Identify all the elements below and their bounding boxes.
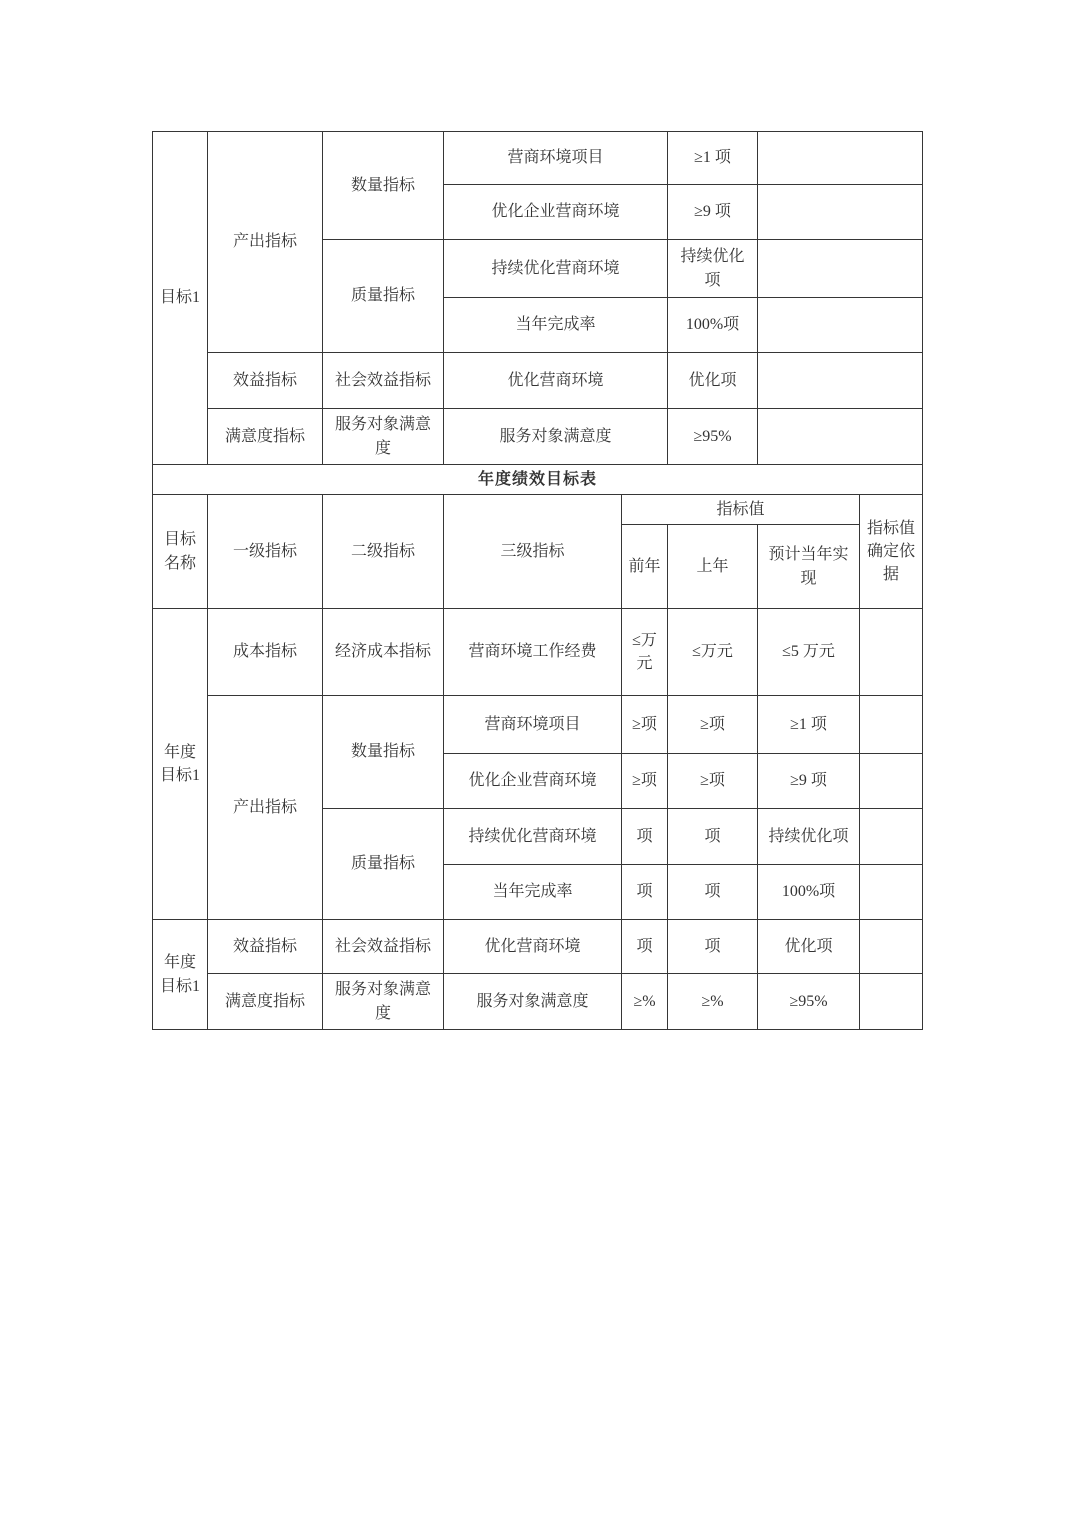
header-prev2: 前年 — [622, 525, 668, 609]
cell-basis-empty — [860, 809, 923, 865]
cell-level2-social: 社会效益指标 — [323, 920, 444, 974]
table-row — [153, 696, 923, 754]
header-prev1: 上年 — [668, 525, 758, 609]
cell-prev1-value: 项 — [668, 809, 758, 865]
cell-basis-empty — [758, 298, 923, 353]
cell-prev2-value: 项 — [622, 809, 668, 865]
cell-prev2-value: ≥项 — [622, 696, 668, 754]
table-title-row — [153, 465, 923, 495]
header-level2: 二级指标 — [323, 495, 444, 609]
cell-basis-empty — [758, 185, 923, 240]
cell-basis-empty — [758, 409, 923, 465]
cell-basis-empty — [860, 865, 923, 920]
cell-prev1-value: 项 — [668, 865, 758, 920]
cell-target-value: 优化项 — [668, 353, 758, 409]
cell-target-value: ≥95% — [668, 409, 758, 465]
cell-indicator: 持续优化营商环境 — [444, 809, 622, 865]
cell-current-value: 100%项 — [758, 865, 860, 920]
cell-level1-output: 产出指标 — [208, 696, 323, 920]
cell-level2-quantity: 数量指标 — [323, 132, 444, 240]
cell-indicator: 营商环境工作经费 — [444, 609, 622, 696]
cell-level2-social: 社会效益指标 — [323, 353, 444, 409]
cell-prev1-value: ≤万元 — [668, 609, 758, 696]
cell-prev1-value: 项 — [668, 920, 758, 974]
cell-indicator: 服务对象满意度 — [444, 409, 668, 465]
table-row — [153, 353, 923, 409]
cell-prev2-value: 项 — [622, 920, 668, 974]
cell-basis-empty — [860, 974, 923, 1030]
cell-indicator: 优化营商环境 — [444, 920, 622, 974]
cell-basis-empty — [860, 609, 923, 696]
cell-prev2-value: ≥% — [622, 974, 668, 1030]
table-row — [153, 132, 923, 185]
header-level1: 一级指标 — [208, 495, 323, 609]
header-basis: 指标值确定依据 — [860, 495, 923, 609]
cell-current-value: ≥9 项 — [758, 754, 860, 809]
cell-level2-quality: 质量指标 — [323, 809, 444, 920]
header-level3: 三级指标 — [444, 495, 622, 609]
cell-prev2-value: ≤万元 — [622, 609, 668, 696]
cell-indicator: 当年完成率 — [444, 298, 668, 353]
table-title: 年度绩效目标表 — [153, 465, 923, 495]
cell-indicator: 服务对象满意度 — [444, 974, 622, 1030]
cell-level1-cost: 成本指标 — [208, 609, 323, 696]
cell-indicator: 优化企业营商环境 — [444, 754, 622, 809]
header-goal-name: 目标名称 — [153, 495, 208, 609]
cell-level2-service: 服务对象满意度 — [323, 974, 444, 1030]
cell-basis-empty — [758, 353, 923, 409]
cell-target-value: 100%项 — [668, 298, 758, 353]
cell-prev2-value: 项 — [622, 865, 668, 920]
cell-target-value: ≥1 项 — [668, 132, 758, 185]
performance-targets-table — [152, 131, 923, 1030]
cell-goal-label: 目标1 — [153, 132, 208, 465]
cell-current-value: ≤5 万元 — [758, 609, 860, 696]
cell-basis-empty — [860, 754, 923, 809]
cell-goal-label: 年度目标1 — [153, 920, 208, 1030]
cell-level1-satisfaction: 满意度指标 — [208, 409, 323, 465]
cell-indicator: 优化企业营商环境 — [444, 185, 668, 240]
cell-basis-empty — [860, 920, 923, 974]
header-row — [153, 495, 923, 525]
cell-level2-quantity: 数量指标 — [323, 696, 444, 809]
cell-current-value: ≥95% — [758, 974, 860, 1030]
cell-indicator: 优化营商环境 — [444, 353, 668, 409]
cell-level1-benefit: 效益指标 — [208, 920, 323, 974]
cell-current-value: ≥1 项 — [758, 696, 860, 754]
cell-level1-output: 产出指标 — [208, 132, 323, 353]
header-value-group: 指标值 — [622, 495, 860, 525]
cell-target-value: 持续优化项 — [668, 240, 758, 298]
cell-level1-benefit: 效益指标 — [208, 353, 323, 409]
table-row — [153, 409, 923, 465]
cell-prev2-value: ≥项 — [622, 754, 668, 809]
cell-basis-empty — [860, 696, 923, 754]
header-current: 预计当年实现 — [758, 525, 860, 609]
cell-target-value: ≥9 项 — [668, 185, 758, 240]
cell-level2-economic: 经济成本指标 — [323, 609, 444, 696]
cell-level2-service: 服务对象满意度 — [323, 409, 444, 465]
cell-prev1-value: ≥项 — [668, 696, 758, 754]
cell-indicator: 营商环境项目 — [444, 696, 622, 754]
cell-goal-label: 年度目标1 — [153, 609, 208, 920]
cell-current-value: 持续优化项 — [758, 809, 860, 865]
table-row — [153, 920, 923, 974]
cell-indicator: 持续优化营商环境 — [444, 240, 668, 298]
table-row — [153, 974, 923, 1030]
cell-level2-quality: 质量指标 — [323, 240, 444, 353]
cell-indicator: 当年完成率 — [444, 865, 622, 920]
cell-indicator: 营商环境项目 — [444, 132, 668, 185]
cell-current-value: 优化项 — [758, 920, 860, 974]
table-row — [153, 609, 923, 696]
cell-basis-empty — [758, 240, 923, 298]
cell-basis-empty — [758, 132, 923, 185]
cell-prev1-value: ≥% — [668, 974, 758, 1030]
cell-prev1-value: ≥项 — [668, 754, 758, 809]
cell-level1-satisfaction: 满意度指标 — [208, 974, 323, 1030]
